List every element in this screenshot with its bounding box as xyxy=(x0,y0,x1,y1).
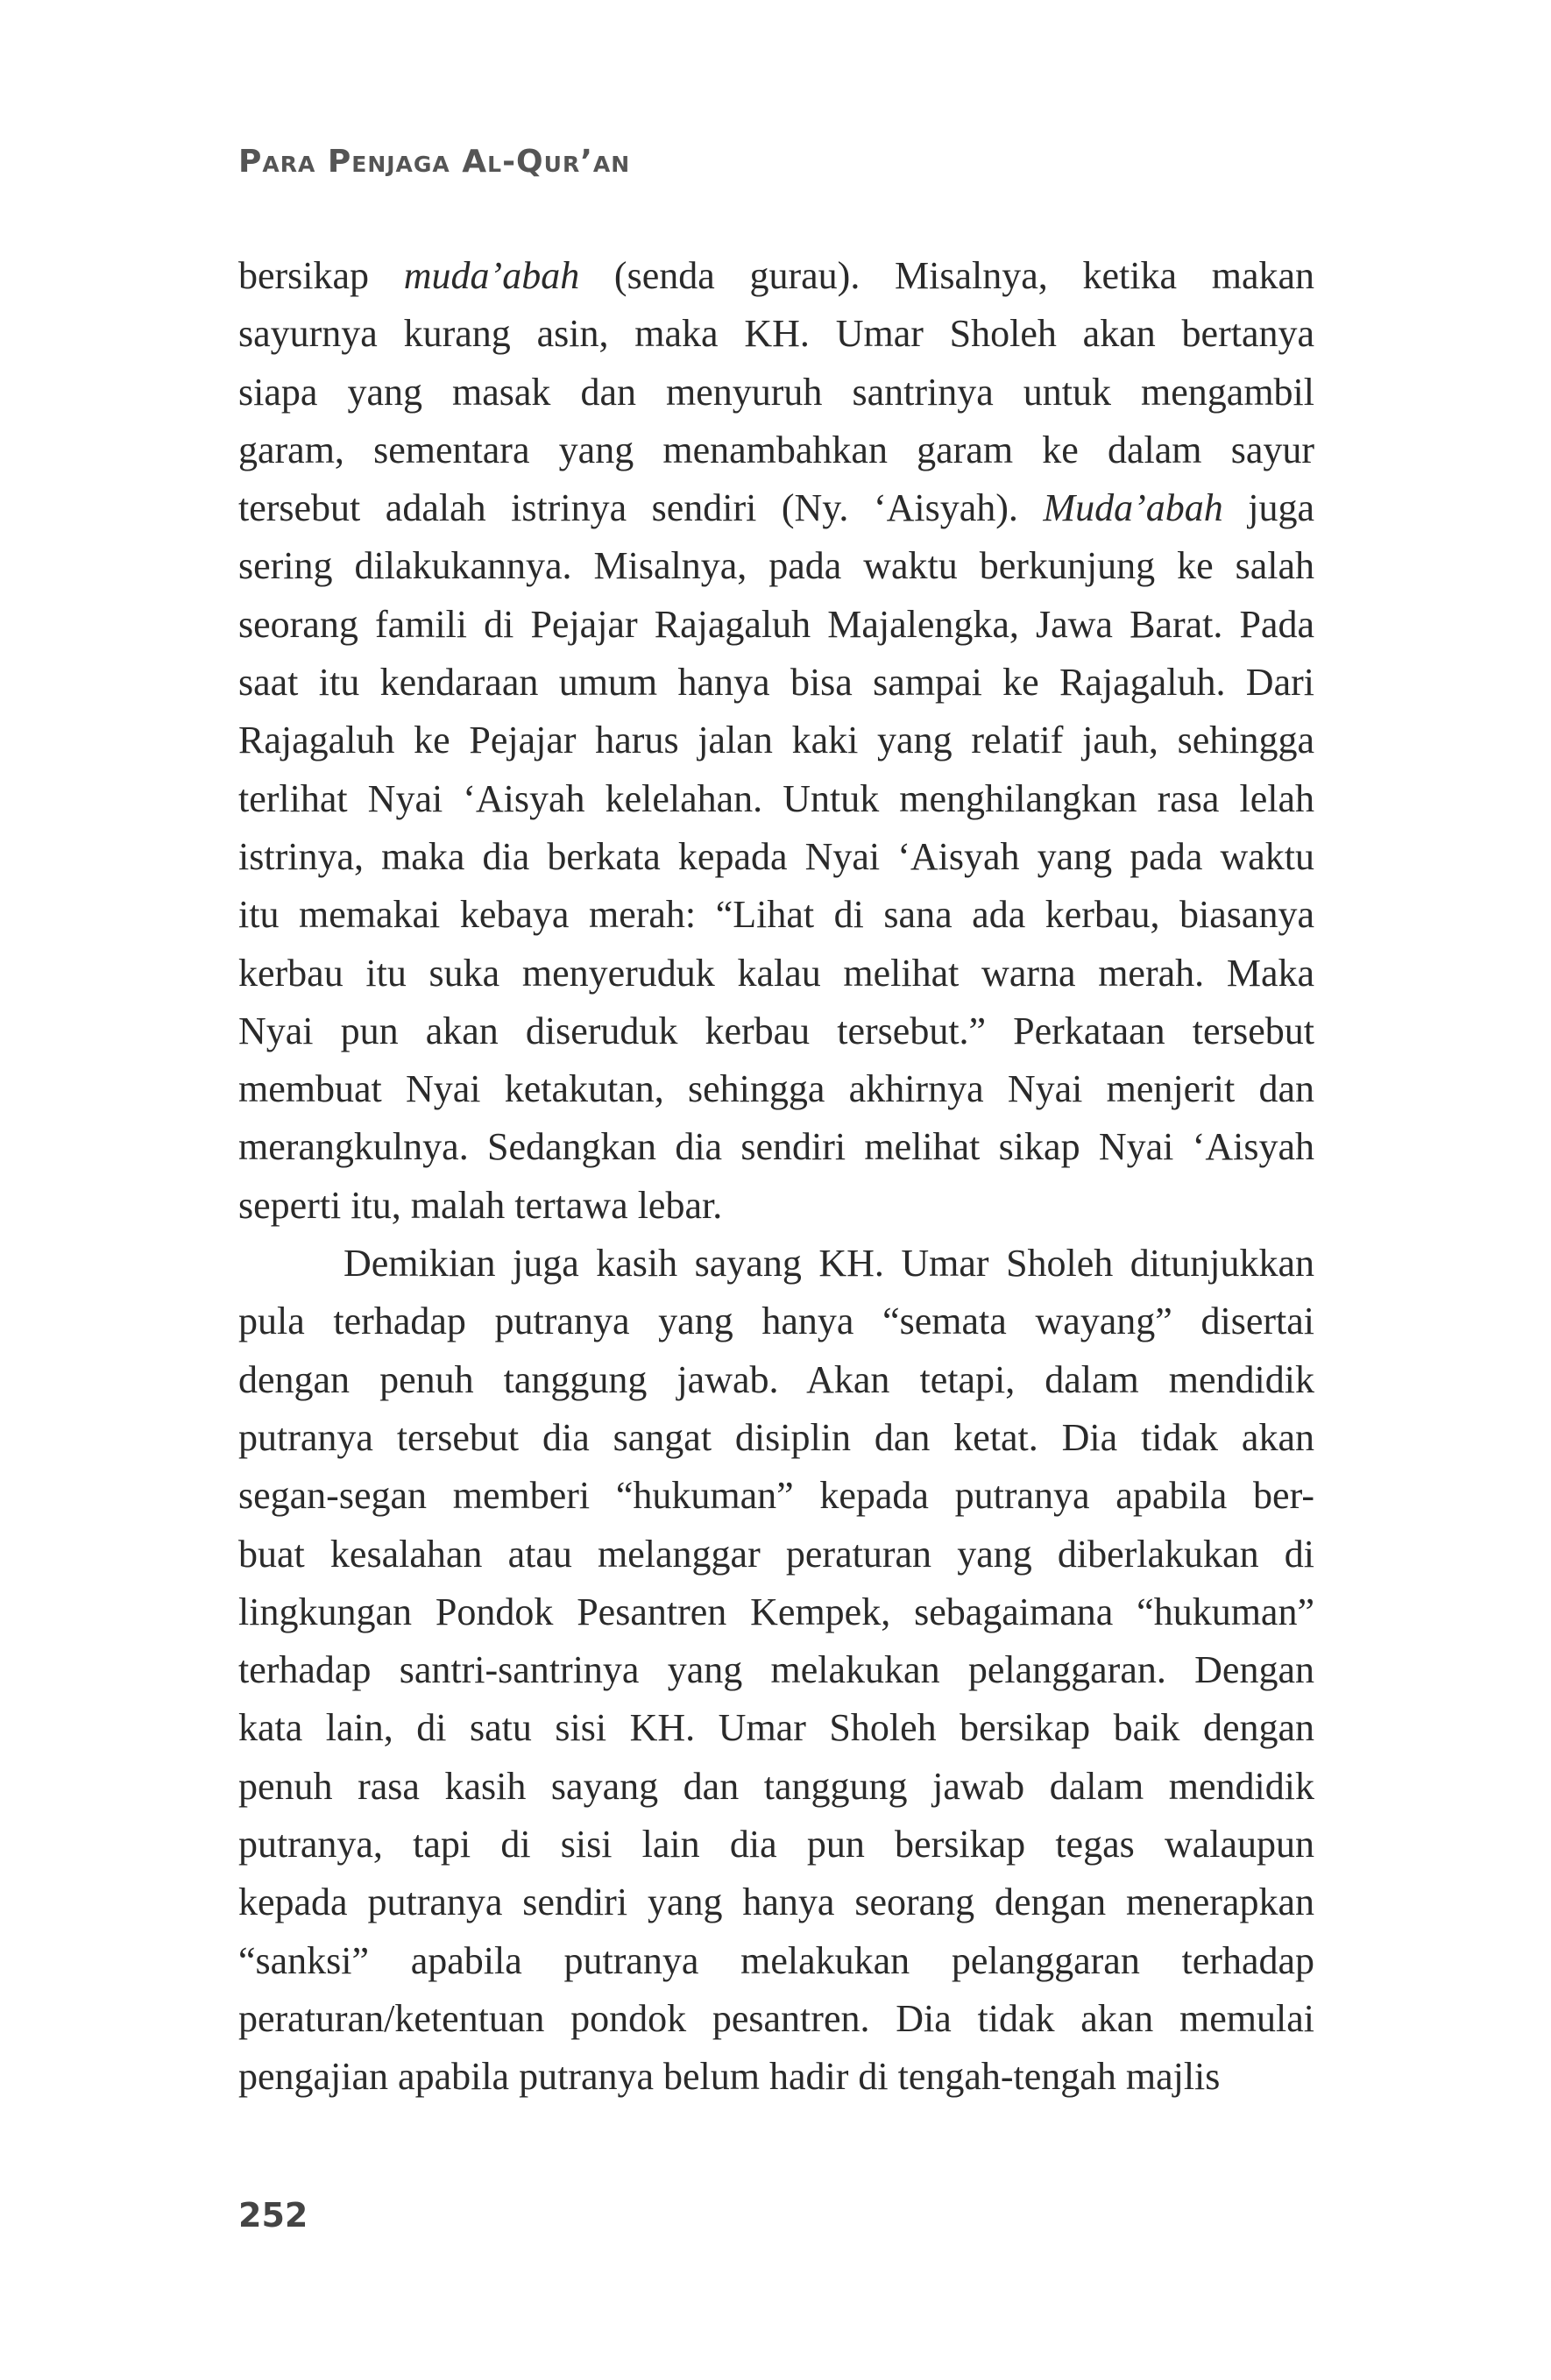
text-line: seorang famili di Pejajar Rajagaluh Majalengka, Jawa Barat. Pada xyxy=(238,602,1314,646)
text-line: Nyai pun akan diseruduk kerbau tersebut.” Perkataan tersebut xyxy=(238,1009,1314,1052)
text-line: peraturan/ketentuan pondok pesantren. Dia tidak akan memulai xyxy=(238,1996,1314,2040)
text-line: pengajian apabila putranya belum hadir di tengah-tengah majlis xyxy=(238,2055,1221,2099)
text-line: putranya, tapi di sisi lain dia pun bersikap tegas walaupun xyxy=(238,1823,1314,1866)
text-line: dengan penuh tanggung jawab. Akan tetapi, dalam mendidik xyxy=(238,1357,1314,1401)
text-line: itu memakai kebaya merah: “Lihat di sana ada kerbau, biasanya xyxy=(238,893,1314,937)
text-line: siapa yang masak dan menyuruh santrinya untuk mengambil xyxy=(238,370,1314,414)
text-line: seperti itu, malah tertawa lebar. xyxy=(238,1183,723,1227)
running-title: Para Penjaga Al-Qur’an xyxy=(238,144,631,180)
page-number: 252 xyxy=(238,2196,308,2235)
text-line: “sanksi” apabila putranya melakukan pelanggaran terhadap xyxy=(238,1938,1314,1982)
text-line: tersebut adalah istrinya sendiri (Ny. ‘Aisyah). Muda’abah juga xyxy=(238,486,1314,530)
text-line: kepada putranya sendiri yang hanya seorang dengan menerapkan xyxy=(238,1881,1314,1924)
text-line: bersikap muda’abah (senda gurau). Misalnya, ketika makan xyxy=(238,254,1314,297)
text-line: kata lain, di satu sisi KH. Umar Sholeh bersikap baik dengan xyxy=(238,1706,1314,1750)
paragraph-1 xyxy=(238,247,1314,1235)
paragraph-2 xyxy=(238,1235,1314,2106)
text-line: membuat Nyai ketakutan, sehingga akhirnya Nyai menjerit dan xyxy=(238,1067,1314,1111)
text-line: pula terhadap putranya yang hanya “semata wayang” disertai xyxy=(238,1300,1314,1343)
text-line: penuh rasa kasih sayang dan tanggung jawab dalam mendidik xyxy=(238,1764,1314,1808)
text-line: Demikian juga kasih sayang KH. Umar Sholeh ditunjukkan xyxy=(343,1242,1314,1286)
text-line: lingkungan Pondok Pesantren Kempek, sebagaimana “hukuman” xyxy=(238,1590,1314,1633)
text-line: saat itu kendaraan umum hanya bisa sampai ke Rajagaluh. Dari xyxy=(238,661,1314,705)
body-text xyxy=(238,247,1314,2107)
text-line: sayurnya kurang asin, maka KH. Umar Sholeh akan bertanya xyxy=(238,312,1314,356)
text-line: istrinya, maka dia berkata kepada Nyai ‘Aisyah yang pada waktu xyxy=(238,834,1314,878)
text-line: garam, sementara yang menambahkan garam ke dalam sayur xyxy=(238,428,1314,471)
text-line: sering dilakukannya. Misalnya, pada waktu berkunjung ke salah xyxy=(238,544,1314,588)
text-line: kerbau itu suka menyeruduk kalau melihat warna merah. Maka xyxy=(238,951,1314,995)
text-line: merangkulnya. Sedangkan dia sendiri melihat sikap Nyai ‘Aisyah xyxy=(238,1125,1314,1169)
text-line: buat kesalahan atau melanggar peraturan yang diberlakukan di xyxy=(238,1532,1314,1576)
text-line: Rajagaluh ke Pejajar harus jalan kaki yang relatif jauh, sehingga xyxy=(238,719,1314,762)
text-line: segan-segan memberi “hukuman” kepada putranya apabila ber- xyxy=(238,1474,1314,1518)
text-line: putranya tersebut dia sangat disiplin dan ketat. Dia tidak akan xyxy=(238,1415,1314,1459)
text-line: terlihat Nyai ‘Aisyah kelelahan. Untuk menghilangkan rasa lelah xyxy=(238,776,1314,820)
text-line: terhadap santri-santrinya yang melakukan pelanggaran. Dengan xyxy=(238,1648,1314,1692)
